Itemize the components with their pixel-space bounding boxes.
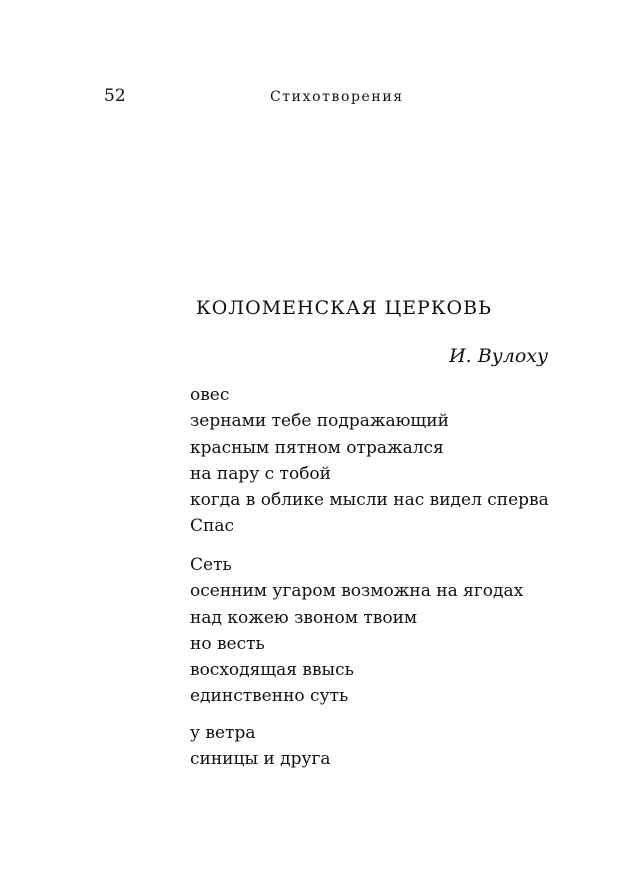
poem-line: восходящая ввысь bbox=[190, 660, 354, 681]
poem-line: на пару с тобой bbox=[190, 463, 331, 484]
poem-line: осенним угаром возможна на ягодах bbox=[190, 581, 524, 602]
poem-line: над кожею звоном твоим bbox=[190, 607, 418, 628]
poem-title: КОЛОМЕНСКАЯ ЦЕРКОВЬ bbox=[196, 297, 492, 319]
poem-line: овес bbox=[190, 385, 230, 405]
poem-line: единственно суть bbox=[190, 686, 349, 707]
poem-line: Сеть bbox=[190, 555, 232, 575]
stanza-3 bbox=[190, 720, 331, 773]
poem-line: красным пятном отражался bbox=[190, 437, 444, 458]
stanza-1 bbox=[190, 382, 549, 540]
running-title: Стихотворения bbox=[270, 89, 404, 105]
poem-line: у ветра bbox=[190, 723, 256, 743]
poem-line: зернами тебе подражающий bbox=[190, 411, 449, 432]
page-number: 52 bbox=[104, 86, 126, 106]
poem-dedication: И. Вулоху bbox=[449, 345, 548, 367]
poem-line: синицы и друга bbox=[190, 749, 331, 770]
poem-line: но весть bbox=[190, 633, 265, 654]
stanza-2 bbox=[190, 552, 523, 710]
poem-line: Спас bbox=[190, 516, 234, 537]
poem-line: когда в облике мысли нас видел сперва bbox=[190, 490, 549, 511]
